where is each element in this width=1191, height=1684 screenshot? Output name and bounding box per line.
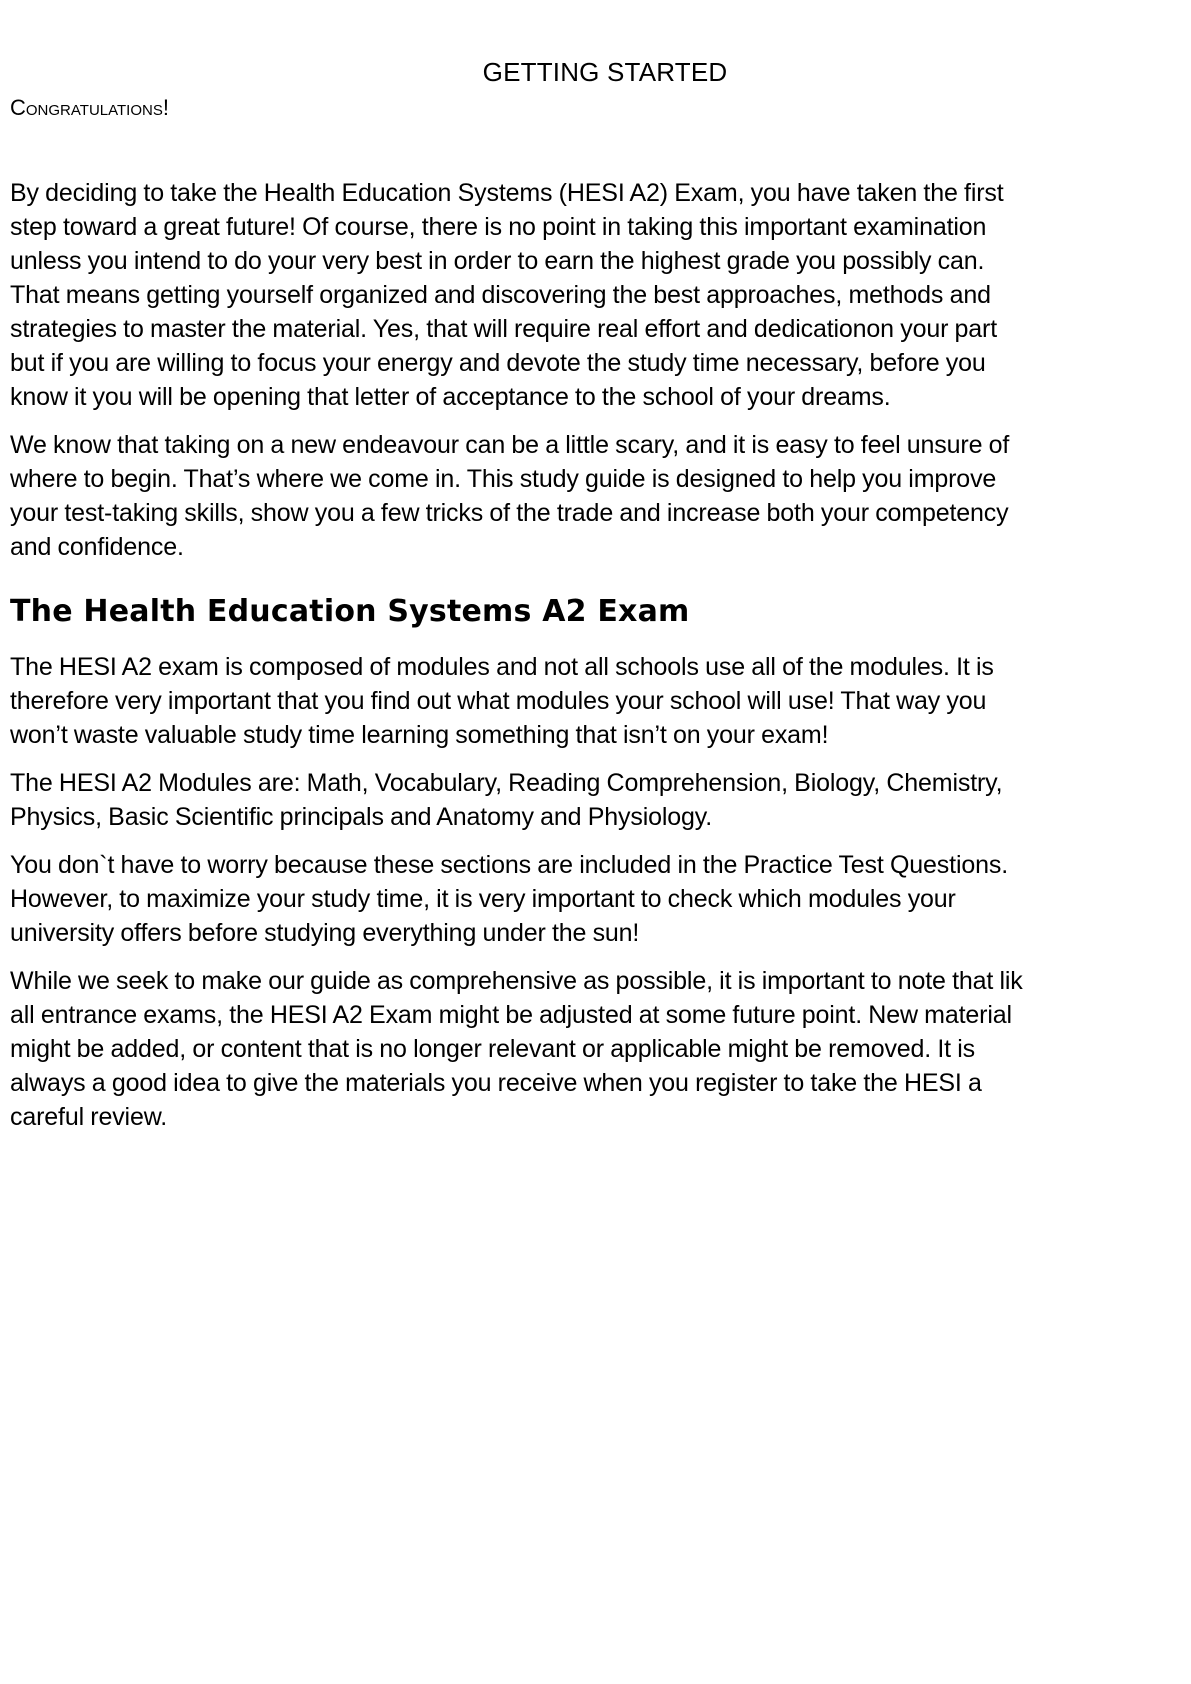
text-line: always a good idea to give the materials you receive when you register to take the HESI a — [10, 1069, 982, 1097]
text-line: However, to maximize your study time, it is very important to check which modules your — [10, 885, 956, 913]
text-line: know it you will be opening that letter of acceptance to the school of your dreams. — [10, 383, 891, 411]
section-heading: The Health Education Systems A2 Exam — [10, 594, 690, 629]
text-line: but if you are willing to focus your energy and devote the study time necessary, before you — [10, 349, 986, 377]
paragraph — [10, 848, 1185, 950]
paragraph — [10, 428, 1185, 564]
chapter-title: GETTING STARTED — [482, 57, 728, 87]
text-line: and confidence. — [10, 533, 184, 561]
text-line: careful review. — [10, 1103, 168, 1131]
text-line: university offers before studying everything under the sun! — [10, 919, 640, 947]
text-line: your test-taking skills, show you a few tricks of the trade and increase both your competency — [10, 499, 1009, 527]
intro-section — [10, 176, 1185, 564]
text-line: That means getting yourself organized and discovering the best approaches, methods and — [10, 281, 991, 309]
text-line: While we seek to make our guide as comprehensive as possible, it is important to note that lik — [10, 967, 1023, 995]
paragraph — [10, 964, 1185, 1134]
text-line: might be added, or content that is no longer relevant or applicable might be removed. It is — [10, 1035, 976, 1063]
text-line: strategies to master the material. Yes, that will require real effort and dedicationon your part — [10, 315, 998, 343]
paragraph — [10, 766, 1185, 834]
text-line: Physics, Basic Scientific principals and Anatomy and Physiology. — [10, 803, 713, 831]
section-label: Congratulations! — [10, 95, 169, 120]
text-line: won’t waste valuable study time learning something that isn’t on your exam! — [10, 721, 829, 749]
text-line: The HESI A2 Modules are: Math, Vocabulary, Reading Comprehension, Biology, Chemistry, — [10, 769, 1003, 797]
text-line: unless you intend to do your very best in order to earn the highest grade you possibly can. — [10, 247, 985, 275]
document-page — [10, 55, 1185, 1148]
exam-section — [10, 650, 1185, 1134]
text-line: The HESI A2 exam is composed of modules and not all schools use all of the modules. It is — [10, 653, 994, 681]
text-line: where to begin. That’s where we come in. This study guide is designed to help you improve — [10, 465, 997, 493]
text-line: all entrance exams, the HESI A2 Exam might be adjusted at some future point. New material — [10, 1001, 1012, 1029]
paragraph — [10, 176, 1185, 414]
text-line: therefore very important that you find out what modules your school will use! That way you — [10, 687, 987, 715]
text-line: step toward a great future! Of course, there is no point in taking this important examination — [10, 213, 987, 241]
text-line: We know that taking on a new endeavour can be a little scary, and it is easy to feel unsure of — [10, 431, 1010, 459]
paragraph — [10, 650, 1185, 752]
text-line: By deciding to take the Health Education Systems (HESI A2) Exam, you have taken the first — [10, 179, 1004, 207]
text-line: You don`t have to worry because these sections are included in the Practice Test Questions. — [10, 851, 1009, 879]
